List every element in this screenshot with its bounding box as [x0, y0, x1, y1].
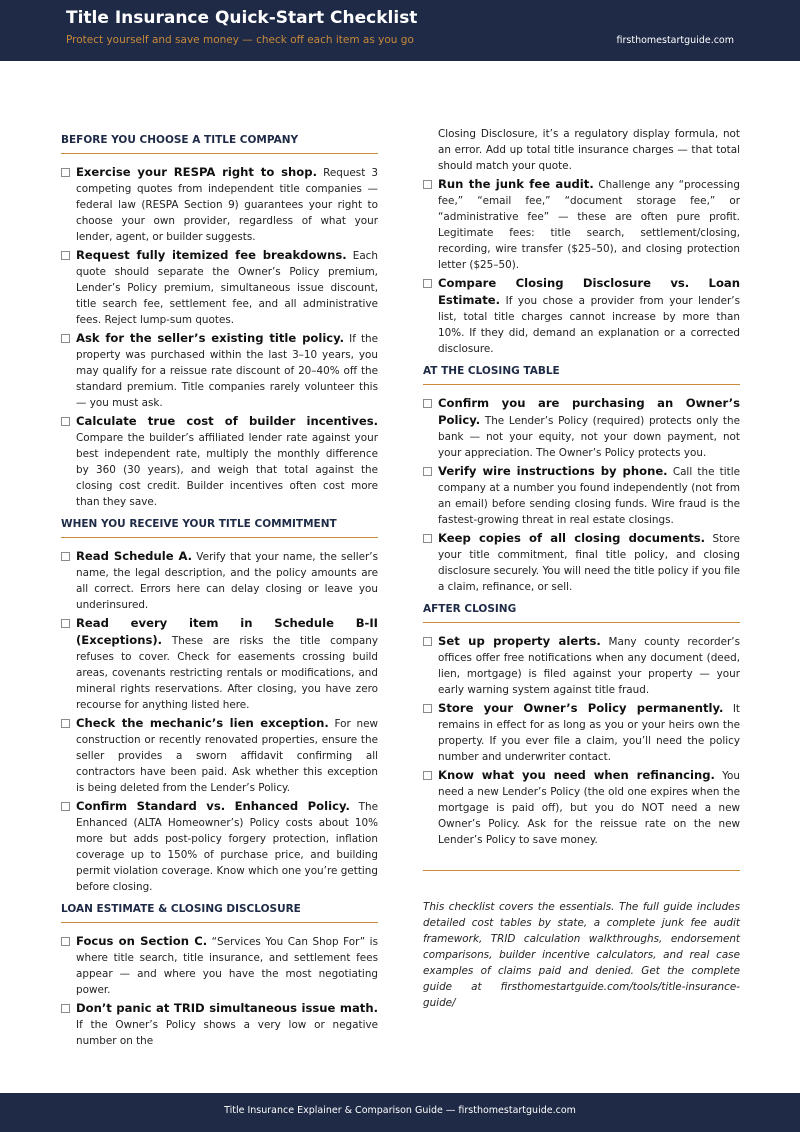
left-column [61, 126, 378, 1051]
item-lead: Calculate true cost of builder incentives. [76, 414, 378, 428]
loan-item-continuation: Closing Disclosure, it’s a regulatory display formula, not an error. Add up total title insurance charges — that total should match your quote. [438, 128, 740, 172]
checklist-item [423, 633, 740, 698]
item-body: Request 3 competing quotes from independent title companies — federal law (RESPA Section 9) guarantees your right to choose your own provider, regardless of what your lender, agent, or builder suggests. [76, 167, 378, 243]
checkbox-icon[interactable] [423, 534, 432, 543]
item-body: Challenge any “processing fee,” “email fee,” “document storage fee,” or “administrative fee” — these are often pure profit. Legitimate fees: title search, settlement/closing, recording, wire transfer ($25–50), and closing protection letter ($25–50). [438, 179, 740, 271]
checklist-item [61, 247, 378, 328]
checkbox-icon[interactable] [61, 168, 70, 177]
checkbox-icon[interactable] [423, 637, 432, 646]
checkbox-icon[interactable] [423, 467, 432, 476]
checkbox-icon[interactable] [61, 417, 70, 426]
item-body: If the property was purchased within the last 3–10 years, you may qualify for a reissue rate discount of 20–40% off the standard premium. Title companies rarely volunteer this — you must ask. [76, 333, 379, 409]
checkbox-icon[interactable] [61, 719, 70, 728]
item-lead: Set up property alerts. [438, 634, 601, 648]
checkbox-icon[interactable] [423, 704, 432, 713]
item-lead: Read every item in Schedule B-II (Exceptions). [76, 616, 378, 647]
checkbox-icon[interactable] [423, 771, 432, 780]
item-body: If the Owner’s Policy shows a very low or negative number on the [76, 1019, 378, 1047]
checkbox-icon[interactable] [61, 251, 70, 260]
checklist-item [423, 176, 740, 273]
checkbox-icon[interactable] [423, 180, 432, 189]
checkbox-icon[interactable] [61, 1004, 70, 1013]
checklist-item [423, 700, 740, 765]
item-body: Many county recorder’s offices offer free notifications when any document (deed, lien, mortgage) is filed against your property — your early warning system against title fraud. [438, 636, 740, 696]
checkbox-icon[interactable] [423, 279, 432, 288]
item-lead: Store your Owner’s Policy permanently. [438, 701, 724, 715]
item-lead: Know what you need when refinancing. [438, 768, 715, 782]
checkbox-icon[interactable] [61, 802, 70, 811]
item-body: The Enhanced (ALTA Homeowner’s) Policy costs about 10% more but adds post-policy forgery protection, inflation coverage up to 150% of purchase price, and building permit violation coverage. Know which one you’re getting before closing. [76, 801, 378, 893]
checklist-item [423, 395, 740, 461]
item-body: You need a new Lender’s Policy (the old one expires when the mortgage is paid off), but you do NOT need a new Owner’s Policy. Ask for the reissue rate on the new Lender’s Policy to save money. [438, 770, 740, 846]
item-lead: Read Schedule A. [76, 549, 193, 563]
item-body: Call the title company at a number you found independently (not from an email) before sending closing funds. Wire fraud is the fastest-growing threat in real estate closings. [438, 466, 740, 526]
item-body: “Services You Can Shop For” is where title search, title insurance, and settlement fees appear — and where you have the most negotiating power. [76, 936, 378, 996]
checklist-item [423, 530, 740, 595]
page-footer [0, 1093, 800, 1132]
checklist-item [61, 413, 378, 510]
checklist-item [61, 615, 378, 713]
checklist-item [61, 933, 378, 998]
item-lead: Compare Closing Disclosure vs. Loan Estimate. [438, 276, 740, 307]
section-heading-after: AFTER CLOSING [423, 601, 740, 623]
item-body: The Lender’s Policy (required) protects only the bank — not your equity, not your down payment, not your appreciation. The Owner’s Policy protects you. [438, 415, 740, 459]
item-lead: Confirm Standard vs. Enhanced Policy. [76, 799, 350, 813]
divider [423, 870, 740, 871]
checklist-item [423, 463, 740, 528]
checklist-item [61, 1000, 378, 1049]
item-lead: Keep copies of all closing documents. [438, 531, 706, 545]
checkbox-icon[interactable] [61, 619, 70, 628]
item-lead: Focus on Section C. [76, 934, 208, 948]
page-header [0, 0, 800, 61]
item-lead: Check the mechanic’s lien exception. [76, 716, 329, 730]
checklist-item [423, 767, 740, 848]
checkbox-icon[interactable] [61, 937, 70, 946]
checklist-item [61, 164, 378, 245]
item-body: If you chose a provider from your lender’s list, total title charges cannot increase by more than 10%. If they did, demand an explanation or a corrected disclosure. [438, 295, 740, 355]
checklist-item [61, 715, 378, 796]
checklist-item [61, 330, 378, 411]
checklist-item [423, 275, 740, 357]
checkbox-icon[interactable] [61, 334, 70, 343]
item-lead: Don’t panic at TRID simultaneous issue math. [76, 1001, 378, 1015]
section-heading-loan: LOAN ESTIMATE & CLOSING DISCLOSURE [61, 901, 378, 923]
checkbox-icon[interactable] [61, 552, 70, 561]
item-body: Compare the builder’s affiliated lender rate against your best independent rate, multiply the monthly difference by 360 (30 years), and weigh that total against the closing cost credit. Builder incentives often cost more than they save. [76, 432, 378, 508]
checkbox-icon[interactable] [423, 399, 432, 408]
item-lead: Confirm you are purchasing an Owner’s Policy. [438, 396, 740, 427]
checklist-item [61, 798, 378, 895]
item-body: These are risks the title company refuses to cover. Check for easements crossing build areas, covenants restricting rentals or modifications, and mineral rights reservations. After closing, you have zero recourse for anything listed here. [76, 635, 378, 711]
item-body: For new construction or recently renovated properties, ensure the seller provides a sworn affidavit confirming all contractors have been paid. Ask whether this exception is being deleted from the Lender’s Policy. [76, 718, 378, 794]
section-heading-table: AT THE CLOSING TABLE [423, 363, 740, 385]
item-lead: Exercise your RESPA right to shop. [76, 165, 317, 179]
section-heading-before: BEFORE YOU CHOOSE A TITLE COMPANY [61, 132, 378, 154]
item-body: Store your title commitment, final title policy, and closing disclosure securely. You will need the title policy if you file a claim, refinance, or sell. [438, 533, 740, 593]
item-body: Verify that your name, the seller’s name, the legal description, and the policy amounts are all correct. Errors here can delay closing or leave you underinsured. [76, 551, 378, 611]
footer-text: Title Insurance Explainer & Comparison Guide — firsthomestartguide.com [224, 1105, 576, 1116]
page-title: Title Insurance Quick-Start Checklist [66, 8, 418, 28]
item-body: It remains in effect for as long as you or your heirs own the property. If you ever file a claim, you’ll need the policy number and underwriter contact. [438, 703, 740, 763]
item-body: Each quote should separate the Owner’s Policy premium, Lender’s Policy premium, simultaneous issue discount, title search fee, settlement fee, and all administrative fees. Reject lump-sum quotes. [76, 250, 378, 326]
page-subtitle: Protect yourself and save money — check off each item as you go [66, 34, 414, 46]
item-lead: Ask for the seller’s existing title policy. [76, 331, 345, 345]
checklist-item [61, 548, 378, 613]
item-lead: Run the junk fee audit. [438, 177, 594, 191]
header-site: firsthomestartguide.com [616, 35, 734, 46]
right-column [423, 126, 740, 1011]
item-lead: Verify wire instructions by phone. [438, 464, 668, 478]
section-heading-commitment: WHEN YOU RECEIVE YOUR TITLE COMMITMENT [61, 516, 378, 538]
item-lead: Request fully itemized fee breakdowns. [76, 248, 347, 262]
guide-note: This checklist covers the essentials. The full guide includes detailed cost tables by state, a complete junk fee audit framework, TRID calculation walkthroughs, endorsement comparisons, builder incentive calculators, and real case examples of claims paid and denied. Get the complete guide at firsthomestartguide.com/tools/title-insurance-guide/ [423, 901, 740, 1009]
